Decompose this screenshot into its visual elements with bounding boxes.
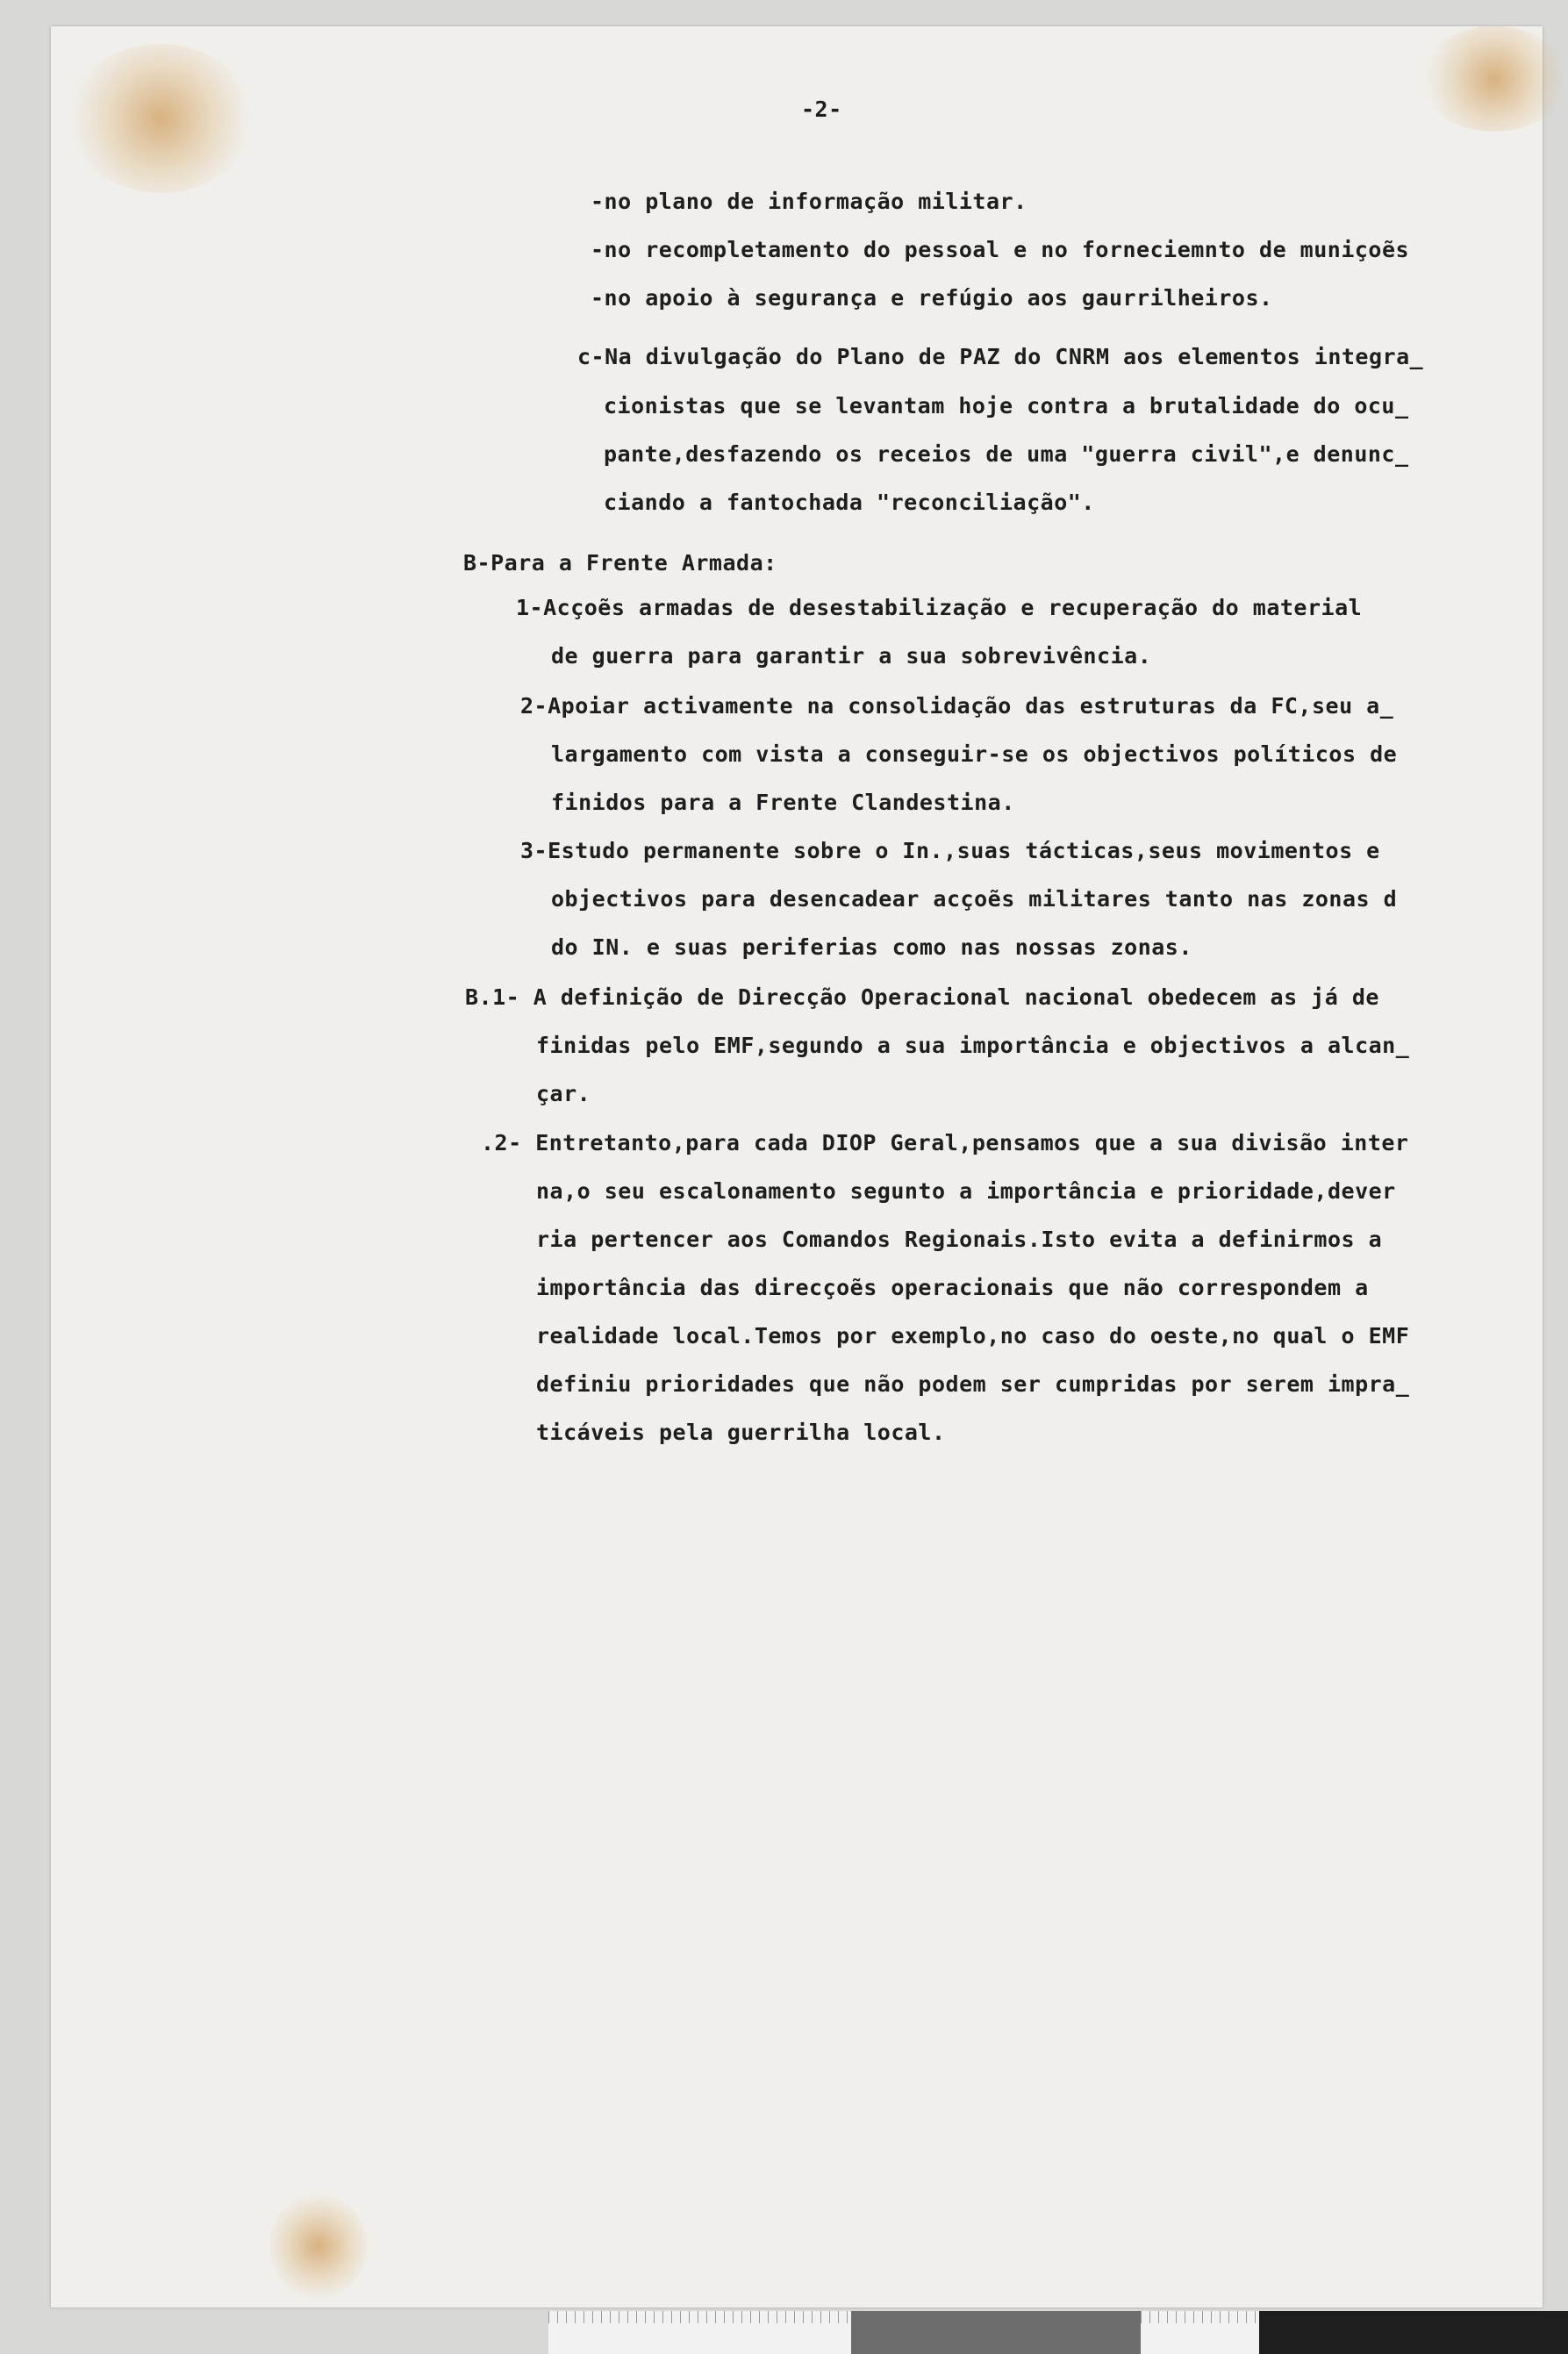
text-line: ticáveis pela guerrilha local. [536,1420,946,1445]
text-line: definiu prioridades que não podem ser cumpridas por serem impra_ [536,1371,1410,1397]
text-line: realidade local.Temos por exemplo,no caso do oeste,no qual o EMF [536,1323,1410,1349]
text-line: c-Na divulgação do Plano de PAZ do CNRM aos elementos integra_ [577,344,1424,369]
text-line: ria pertencer aos Comandos Regionais.Isto evita a definirmos a [536,1227,1383,1252]
ruler-grey-segment [851,2311,1141,2354]
text-line: do IN. e suas periferias como nas nossas zonas. [551,934,1192,960]
scale-ruler [548,2311,1568,2354]
typed-text [51,26,1543,1445]
text-line: çar. [536,1081,591,1106]
text-line: -no plano de informação militar. [591,189,1027,214]
text-line: 1-Acçoẽs armadas de desestabilização e recuperação do material [516,595,1363,620]
page-number: -2- [801,97,842,122]
text-line: ciando a fantochada "reconciliação". [604,490,1095,515]
text-line: na,o seu escalonamento segunto a importância e prioridade,dever [536,1178,1396,1204]
stain-bottom-left [270,2193,367,2299]
text-line: cionistas que se levantam hoje contra a brutalidade do ocu_ [604,393,1409,419]
ruler-black-segment [1259,2311,1568,2354]
text-line: pante,desfazendo os receios de uma "guerra civil",e denunc_ [604,441,1409,467]
text-line: importância das direcçoẽs operacionais que não correspondem a [536,1275,1369,1300]
text-line: 2-Apoiar activamente na consolidação das estruturas da FC,seu a_ [520,693,1394,719]
text-line: finidos para a Frente Clandestina. [551,790,1015,815]
text-line: -no apoio à segurança e refúgio aos gaurrilheiros. [591,285,1273,311]
text-line: largamento com vista a conseguir-se os objectivos políticos de [551,741,1398,767]
section-heading: B-Para a Frente Armada: [463,550,777,576]
document-page [51,26,1543,2307]
text-line: finidas pelo EMF,segundo a sua importância e objectivos a alcan_ [536,1033,1410,1058]
text-line: 3-Estudo permanente sobre o In.,suas tácticas,seus movimentos e [520,838,1380,863]
text-line: de guerra para garantir a sua sobrevivência. [551,643,1152,669]
ruler-light-segment [548,2311,851,2354]
ruler-light-segment [1141,2311,1259,2354]
text-line: B.1- A definição de Direcção Operacional nacional obedecem as já de [465,984,1379,1010]
text-line: objectivos para desencadear acçoẽs militares tanto nas zonas d [551,886,1398,912]
text-line: -no recompletamento do pessoal e no forneciemnto de muniçoẽs [591,237,1410,262]
text-line: .2- Entretanto,para cada DIOP Geral,pensamos que a sua divisão inter [481,1130,1409,1156]
